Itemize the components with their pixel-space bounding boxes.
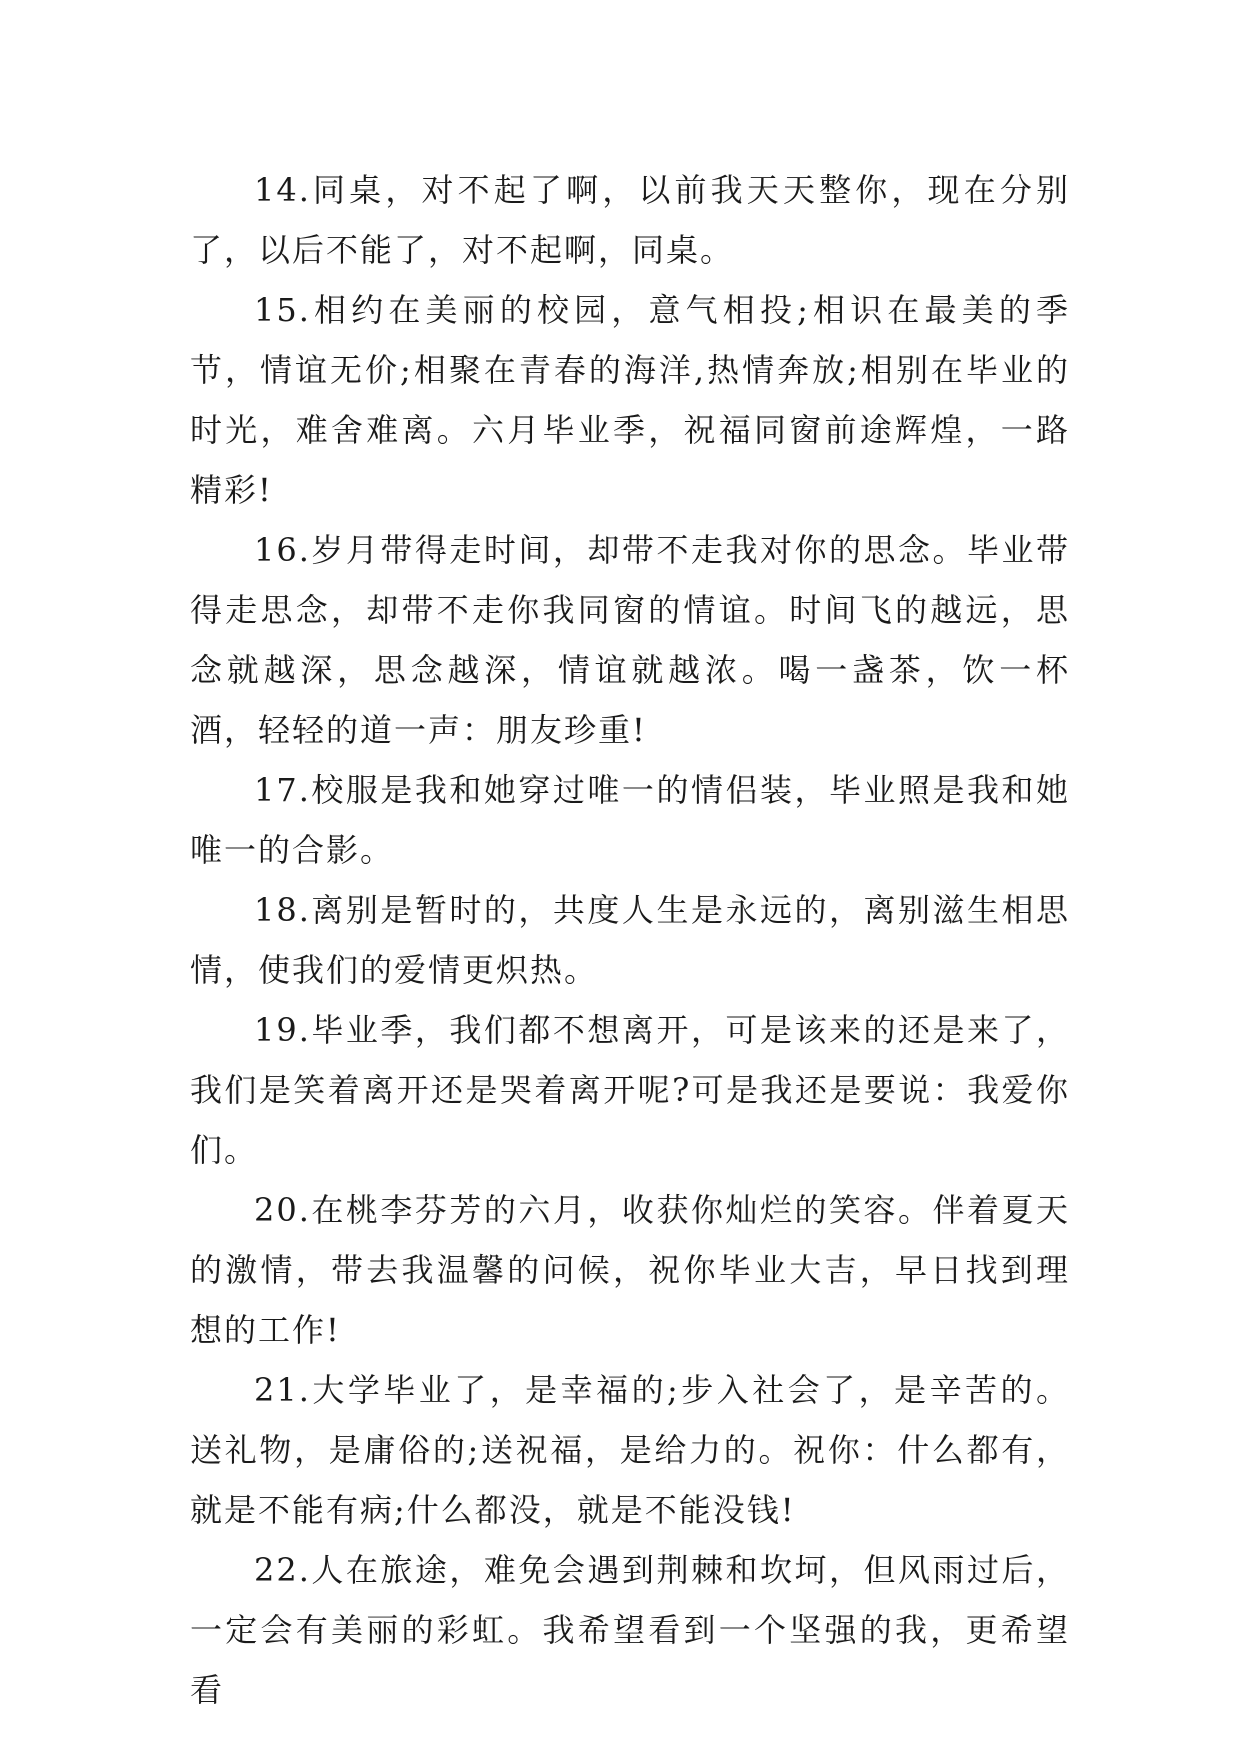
paragraph-16: 16.岁月带得走时间，却带不走我对你的思念。毕业带得走思念，却带不走你我同窗的情谊。时间飞的越远，思念就越深，思念越深，情谊就越浓。喝一盏茶，饮一杯酒，轻轻的道一声：朋友珍重! <box>190 531 1070 749</box>
paragraph-15: 15.相约在美丽的校园，意气相投;相识在最美的季节，情谊无价;相聚在青春的海洋,热情奔放;相别在毕业的时光，难舍难离。六月毕业季，祝福同窗前途辉煌，一路精彩! <box>190 291 1070 509</box>
paragraph-20: 20.在桃李芬芳的六月，收获你灿烂的笑容。伴着夏天的激情，带去我温馨的问候，祝你毕业大吉，早日找到理想的工作! <box>190 1191 1070 1349</box>
paragraph-21: 21.大学毕业了，是幸福的;步入社会了，是辛苦的。送礼物，是庸俗的;送祝福，是给力的。祝你：什么都有，就是不能有病;什么都没，就是不能没钱! <box>190 1371 1070 1529</box>
paragraph-17: 17.校服是我和她穿过唯一的情侣装，毕业照是我和她唯一的合影。 <box>190 771 1070 869</box>
paragraph-18: 18.离别是暂时的，共度人生是永远的，离别滋生相思情，使我们的爱情更炽热。 <box>190 891 1070 989</box>
body-text <box>190 160 1070 1720</box>
paragraph-22: 22.人在旅途，难免会遇到荆棘和坎坷，但风雨过后，一定会有美丽的彩虹。我希望看到一个坚强的我，更希望看 <box>190 1551 1070 1709</box>
paragraph-14: 14.同桌，对不起了啊，以前我天天整你，现在分别了，以后不能了，对不起啊，同桌。 <box>190 171 1070 269</box>
paragraph-19: 19.毕业季，我们都不想离开，可是该来的还是来了，我们是笑着离开还是哭着离开呢?可是我还是要说：我爱你们。 <box>190 1011 1070 1169</box>
